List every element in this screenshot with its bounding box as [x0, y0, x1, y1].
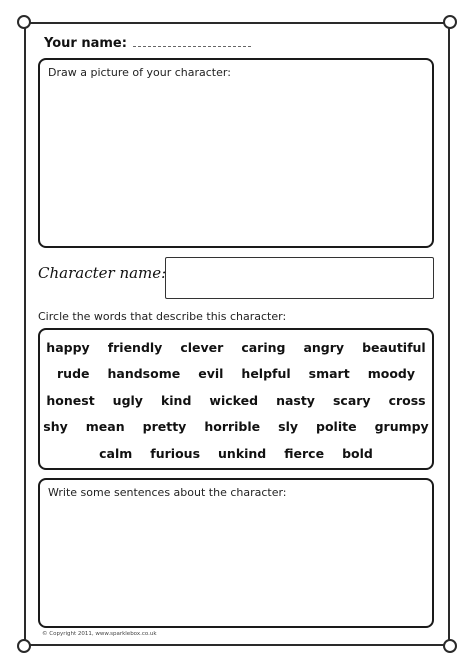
word-cross[interactable]: cross	[388, 392, 426, 408]
word-scary[interactable]: scary	[332, 392, 371, 408]
your-name-row	[44, 36, 251, 51]
word-polite[interactable]: polite	[316, 419, 357, 435]
word-angry[interactable]: angry	[303, 339, 345, 355]
word-fierce[interactable]: fierce	[284, 445, 325, 461]
word-friendly[interactable]: friendly	[107, 339, 163, 355]
word-beautiful[interactable]: beautiful	[362, 339, 426, 355]
word-row	[34, 414, 437, 441]
word-moody[interactable]: moody	[367, 366, 415, 382]
corner-ornament	[443, 639, 457, 653]
word-evil[interactable]: evil	[198, 366, 224, 382]
word-row	[48, 361, 424, 388]
your-name-label: Your name:	[44, 36, 127, 51]
word-helpful[interactable]: helpful	[241, 366, 291, 382]
word-smart[interactable]: smart	[308, 366, 350, 382]
corner-ornament	[17, 639, 31, 653]
word-kind[interactable]: kind	[160, 392, 192, 408]
word-shy[interactable]: shy	[43, 419, 68, 435]
word-happy[interactable]: happy	[46, 339, 90, 355]
sentences-box-label: Write some sentences about the character:	[48, 486, 287, 499]
word-bank-box	[38, 328, 434, 470]
word-honest[interactable]: honest	[46, 392, 95, 408]
word-row	[37, 387, 434, 414]
your-name-line[interactable]	[133, 36, 251, 47]
word-ugly[interactable]: ugly	[112, 392, 143, 408]
sentences-box[interactable]	[38, 478, 434, 628]
copyright-notice: © Copyright 2011, www.sparklebox.co.uk	[42, 631, 157, 637]
word-rude[interactable]: rude	[57, 366, 90, 382]
word-furious[interactable]: furious	[150, 445, 201, 461]
word-sly[interactable]: sly	[278, 419, 299, 435]
corner-ornament	[443, 15, 457, 29]
word-grumpy[interactable]: grumpy	[374, 419, 429, 435]
word-row	[37, 334, 434, 361]
word-wicked[interactable]: wicked	[209, 392, 259, 408]
picture-box-label: Draw a picture of your character:	[48, 66, 231, 79]
word-bank	[40, 334, 432, 467]
character-name-field[interactable]	[165, 257, 434, 299]
word-caring[interactable]: caring	[241, 339, 286, 355]
word-clever[interactable]: clever	[180, 339, 224, 355]
circle-words-instruction: Circle the words that describe this character:	[38, 310, 287, 323]
character-name-label: Character name:	[38, 264, 167, 282]
word-horrible[interactable]: horrible	[204, 419, 261, 435]
word-nasty[interactable]: nasty	[276, 392, 315, 408]
corner-ornament	[17, 15, 31, 29]
word-row	[90, 440, 382, 467]
word-mean[interactable]: mean	[85, 419, 125, 435]
word-calm[interactable]: calm	[99, 445, 133, 461]
word-bold[interactable]: bold	[342, 445, 373, 461]
word-unkind[interactable]: unkind	[218, 445, 267, 461]
word-handsome[interactable]: handsome	[107, 366, 181, 382]
word-pretty[interactable]: pretty	[142, 419, 187, 435]
picture-box[interactable]	[38, 58, 434, 248]
